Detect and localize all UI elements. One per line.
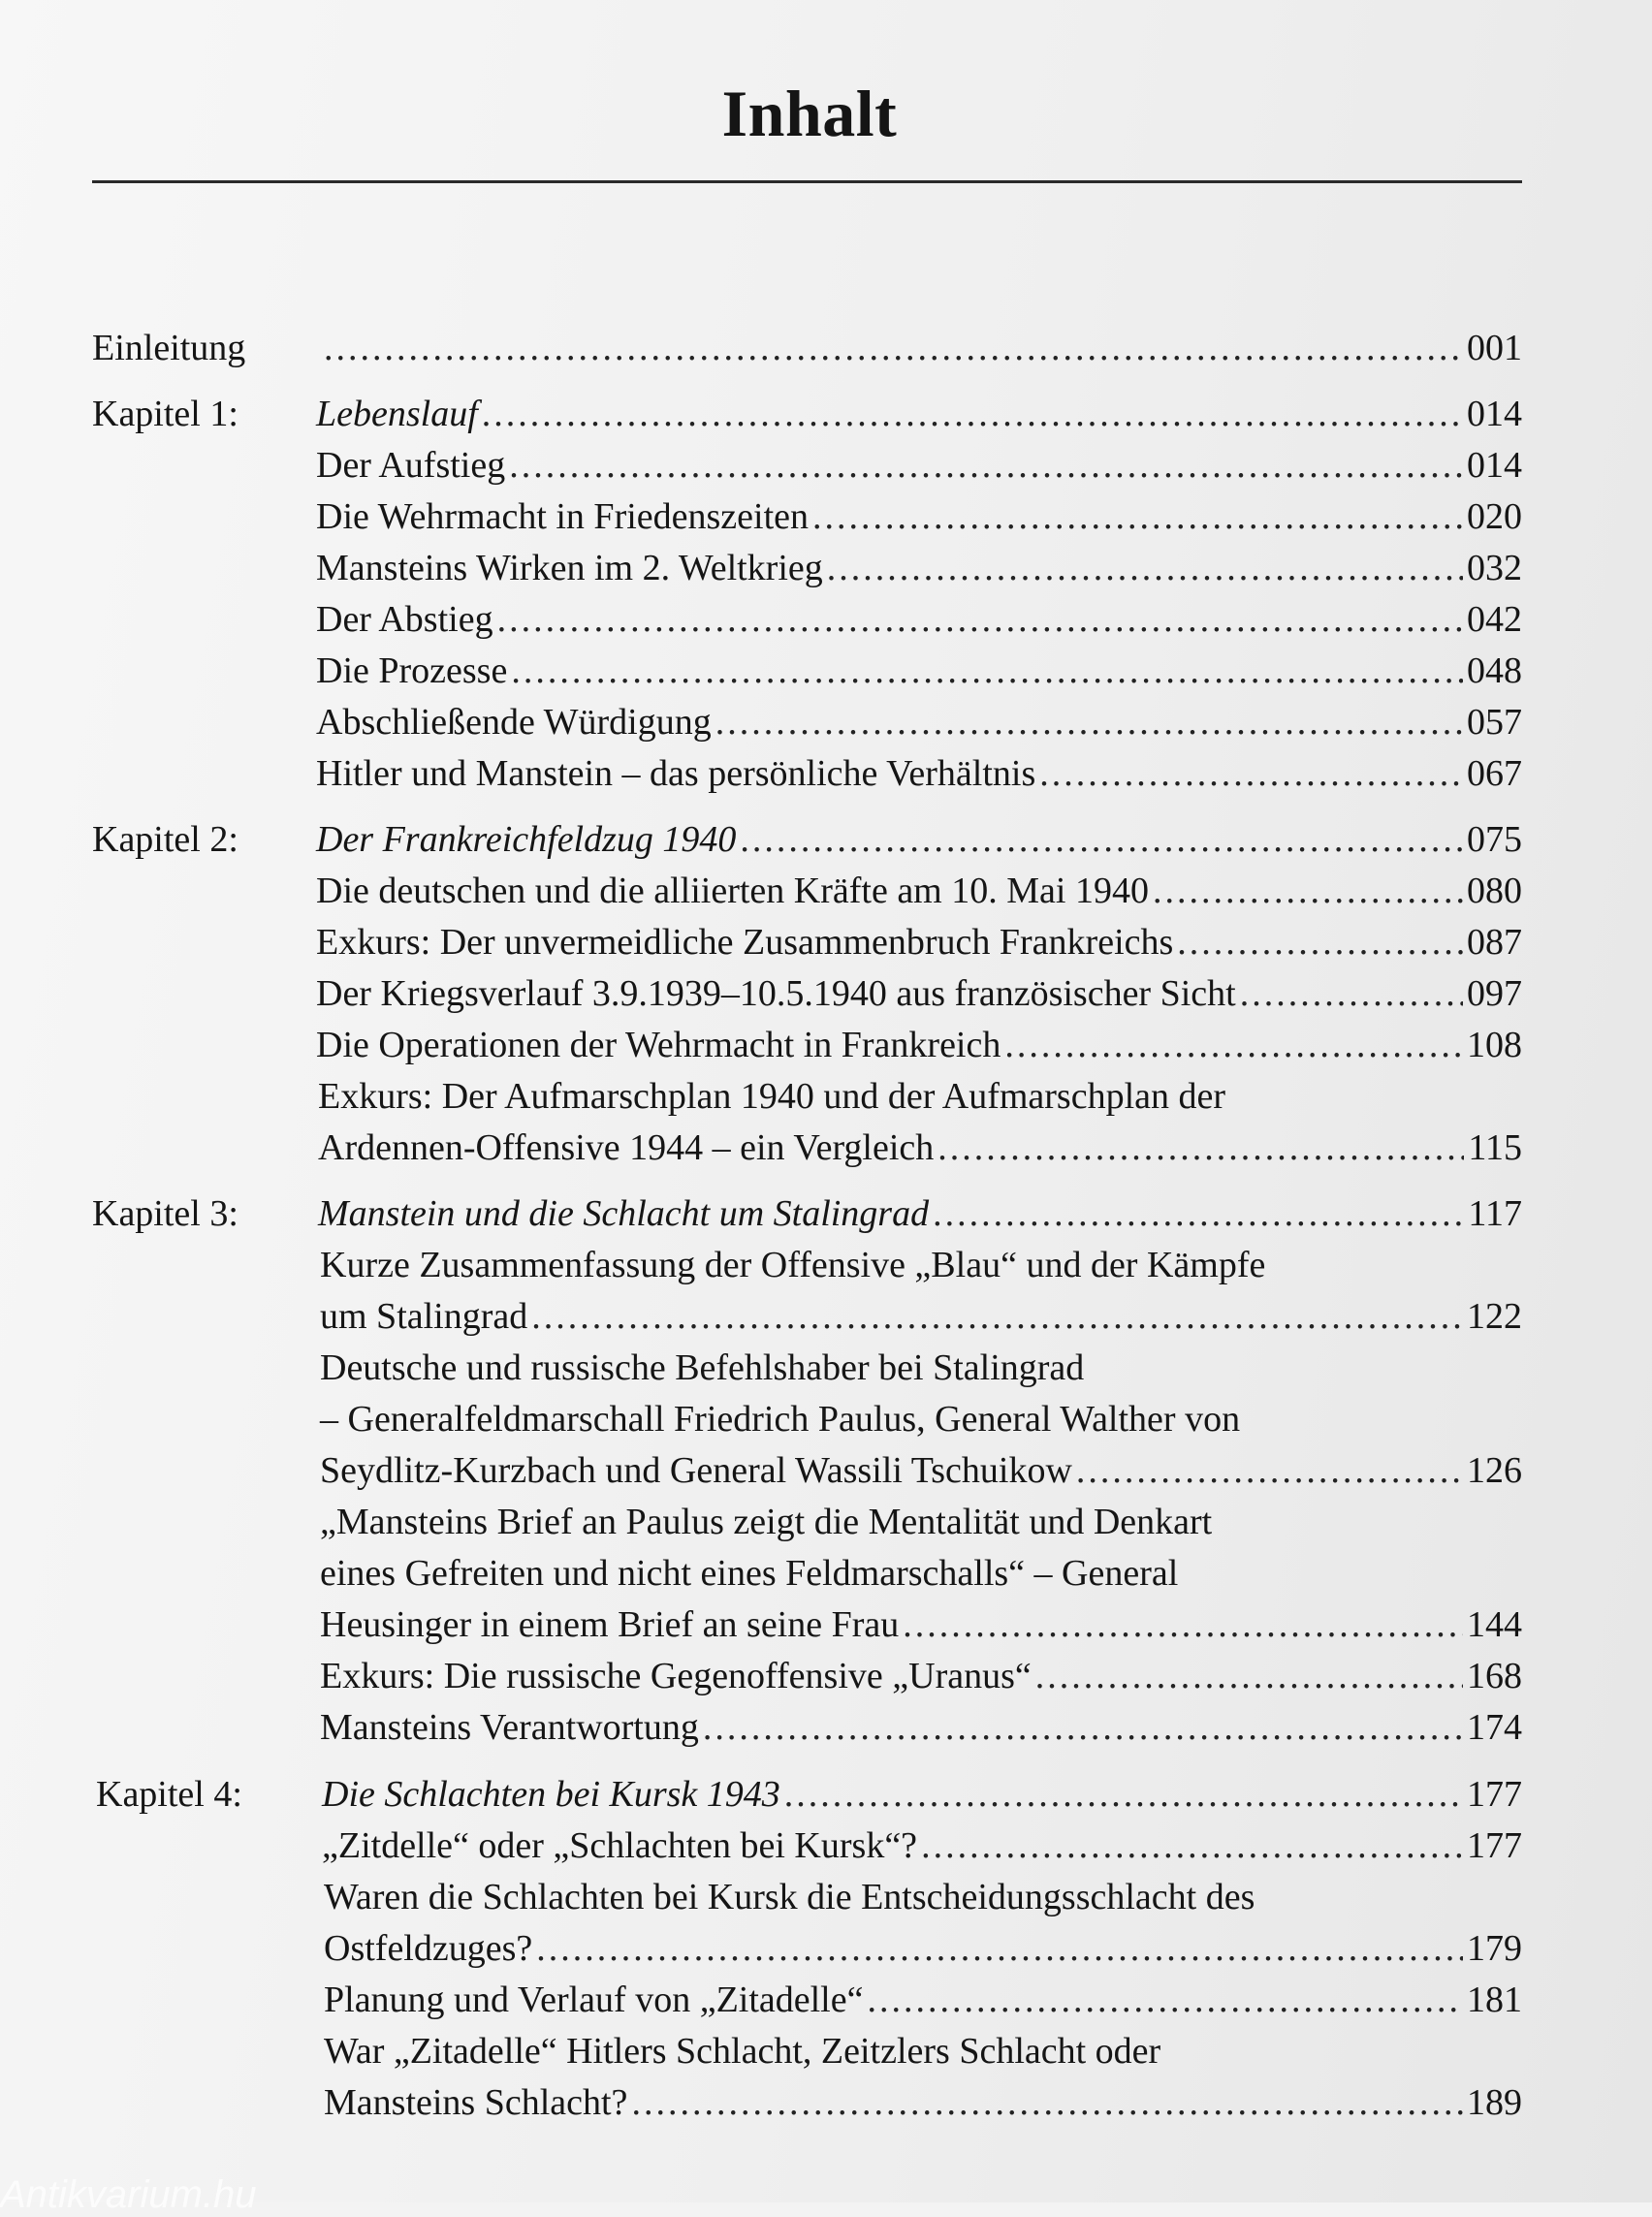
leader-dots (715, 698, 1463, 746)
page-number: 177 (1467, 1774, 1522, 1815)
page-number: 181 (1467, 1979, 1522, 2020)
page-number: 067 (1467, 753, 1522, 794)
entry-title-line: Kurze Zusammenfassung der Offensive „Blau“ und der Kämpfe (320, 1245, 1266, 1285)
toc-entry[interactable] (316, 544, 1522, 592)
toc-entry-einleitung[interactable] (320, 324, 1522, 372)
toc-entry[interactable] (316, 595, 1522, 644)
entry-title: Abschließende Würdigung (316, 702, 712, 743)
watermark: Antikvarium.hu (0, 2173, 257, 2216)
entry-title: Die Operationen der Wehrmacht in Frankreich (316, 1025, 1001, 1065)
page-number: 020 (1467, 496, 1522, 537)
toc-entry[interactable] (324, 2078, 1522, 2127)
toc-entry[interactable] (320, 1446, 1522, 1495)
entry-title: Mansteins Wirken im 2. Weltkrieg (316, 548, 823, 588)
toc-entry[interactable] (320, 1600, 1522, 1649)
entry-title-line: Deutsche und russische Befehlshaber bei Stalingrad (320, 1347, 1085, 1388)
toc-entry[interactable] (316, 698, 1522, 746)
page-number: 117 (1468, 1193, 1522, 1234)
page-number: 189 (1467, 2082, 1522, 2123)
entry-title: Der Abstieg (316, 599, 493, 640)
page-number: 032 (1467, 548, 1522, 588)
leader-dots (740, 815, 1463, 864)
page-number: 014 (1467, 394, 1522, 434)
page-number: 179 (1467, 1928, 1522, 1969)
leader-dots (1035, 1652, 1463, 1700)
leader-dots (1076, 1446, 1463, 1495)
leader-dots (536, 1924, 1463, 1973)
page-number: 108 (1467, 1025, 1522, 1065)
entry-title-line: Exkurs: Der Aufmarschplan 1940 und der Aufmarschplan der (318, 1076, 1226, 1117)
page-number: 126 (1467, 1450, 1522, 1491)
leader-dots (1177, 918, 1463, 966)
toc-entry[interactable] (316, 647, 1522, 695)
chapter-2-label: Kapitel 2: (92, 819, 238, 860)
toc-entry[interactable] (318, 1124, 1522, 1172)
toc-chapter-3[interactable] (318, 1189, 1522, 1238)
toc-entry[interactable] (316, 969, 1522, 1018)
page-number: 080 (1467, 871, 1522, 911)
leader-dots (867, 1976, 1463, 2024)
leader-dots (784, 1770, 1463, 1819)
entry-title: Die Wehrmacht in Friedenszeiten (316, 496, 810, 537)
entry-title: Planung und Verlauf von „Zitadelle“ (324, 1979, 864, 2020)
page-number: 144 (1467, 1604, 1522, 1645)
entry-title: Der Kriegsverlauf 3.9.1939–10.5.1940 aus französischer Sicht (316, 973, 1236, 1014)
toc-entry[interactable] (320, 1652, 1522, 1700)
leader-dots (937, 1124, 1464, 1172)
page-number: 048 (1467, 650, 1522, 691)
entry-title: Die Prozesse (316, 650, 508, 691)
entry-title-line: War „Zitadelle“ Hitlers Schlacht, Zeitzlers Schlacht oder (324, 2031, 1161, 2072)
leader-dots (482, 390, 1463, 438)
entry-title: um Stalingrad (320, 1296, 528, 1337)
toc-chapter-2[interactable] (316, 815, 1522, 864)
entry-title-line: eines Gefreiten und nicht eines Feldmarschalls“ – General (320, 1553, 1179, 1594)
leader-dots (703, 1703, 1463, 1752)
chapter-title: Die Schlachten bei Kursk 1943 (322, 1774, 780, 1815)
toc-chapter-4[interactable] (322, 1770, 1522, 1819)
leader-dots (1153, 867, 1463, 915)
toc-entry[interactable] (320, 1703, 1522, 1752)
leader-dots (903, 1600, 1463, 1649)
entry-title: Exkurs: Die russische Gegenoffensive „Uranus“ (320, 1656, 1032, 1696)
chapter-title: Manstein und die Schlacht um Stalingrad (318, 1193, 930, 1234)
page-number: 057 (1467, 702, 1522, 743)
toc-entry[interactable] (320, 1292, 1522, 1341)
leader-dots (812, 492, 1463, 541)
page-number: 042 (1467, 599, 1522, 640)
toc-entry[interactable] (316, 492, 1522, 541)
page-number: 087 (1467, 922, 1522, 963)
leader-dots (631, 2078, 1463, 2127)
entry-title: Exkurs: Der unvermeidliche Zusammenbruch Frankreichs (316, 922, 1174, 963)
toc-entry[interactable] (316, 918, 1522, 966)
entry-title: Der Aufstieg (316, 445, 506, 486)
toc-chapter-1[interactable] (316, 390, 1522, 438)
chapter-4-label: Kapitel 4: (96, 1774, 242, 1815)
leader-dots (531, 1292, 1463, 1341)
chapter-title: Lebenslauf (316, 394, 478, 434)
leader-dots (1004, 1021, 1463, 1069)
toc-entry[interactable] (316, 441, 1522, 490)
title-rule (92, 180, 1522, 183)
page-number: 097 (1467, 973, 1522, 1014)
page-number: 001 (1467, 328, 1522, 368)
entry-title: Mansteins Verantwortung (320, 1707, 699, 1748)
page-number: 115 (1468, 1127, 1522, 1168)
entry-title: Die deutschen und die alliierten Kräfte am 10. Mai 1940 (316, 871, 1149, 911)
entry-title-line: Waren die Schlachten bei Kursk die Entscheidungsschlacht des (324, 1877, 1255, 1917)
page-number: 174 (1467, 1707, 1522, 1748)
chapter-title: Der Frankreichfeldzug 1940 (316, 819, 737, 860)
entry-title: Hitler und Manstein – das persönliche Verhältnis (316, 753, 1036, 794)
entry-title: „Zitdelle“ oder „Schlachten bei Kursk“? (322, 1825, 918, 1866)
leader-dots (921, 1821, 1463, 1870)
leader-dots (933, 1189, 1464, 1238)
chapter-3-label: Kapitel 3: (92, 1193, 238, 1234)
leader-dots (827, 544, 1463, 592)
page-title: Inhalt (721, 77, 898, 150)
toc-entry[interactable] (324, 1924, 1522, 1973)
leader-dots (509, 441, 1463, 490)
toc-entry[interactable] (316, 749, 1522, 798)
page-number: 075 (1467, 819, 1522, 860)
toc-entry[interactable] (322, 1821, 1522, 1870)
chapter-1-label: Kapitel 1: (92, 394, 238, 434)
page-number: 122 (1467, 1296, 1522, 1337)
leader-dots (324, 324, 1463, 372)
entry-title-line: – Generalfeldmarschall Friedrich Paulus, General Walther von (320, 1399, 1241, 1440)
entry-title: Heusinger in einem Brief an seine Frau (320, 1604, 900, 1645)
entry-title: Ostfeldzuges? (324, 1928, 533, 1969)
page-number: 168 (1467, 1656, 1522, 1696)
leader-dots (1240, 969, 1463, 1018)
entry-title: Ardennen-Offensive 1944 – ein Vergleich (318, 1127, 935, 1168)
einleitung-label: Einleitung (92, 328, 246, 368)
page-number: 177 (1467, 1825, 1522, 1866)
page-number: 014 (1467, 445, 1522, 486)
entry-title-line: „Mansteins Brief an Paulus zeigt die Mentalität und Denkart (320, 1502, 1213, 1542)
entry-title: Mansteins Schlacht? (324, 2082, 628, 2123)
leader-dots (1039, 749, 1463, 798)
toc-entry[interactable] (316, 867, 1522, 915)
toc-entry[interactable] (316, 1021, 1522, 1069)
toc-entry[interactable] (324, 1976, 1522, 2024)
leader-dots (511, 647, 1463, 695)
entry-title: Seydlitz-Kurzbach und General Wassili Tschuikow (320, 1450, 1072, 1491)
leader-dots (497, 595, 1463, 644)
